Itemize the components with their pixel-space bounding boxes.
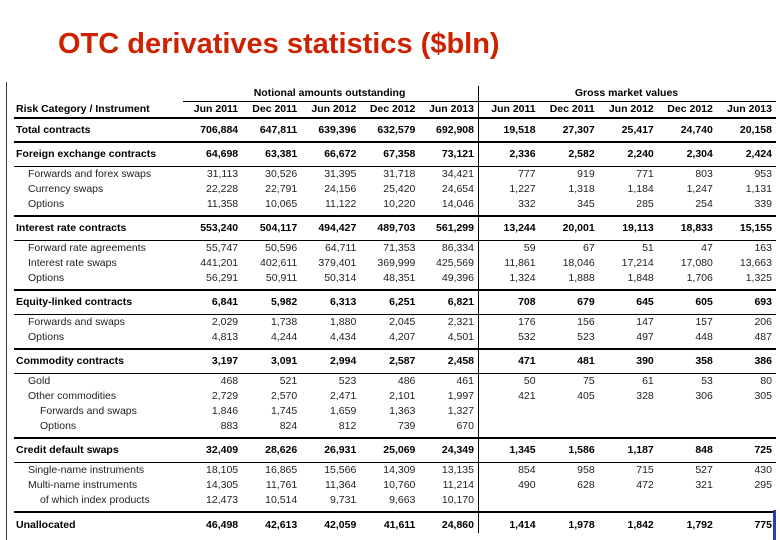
notional-value-cell: 14,309 [383, 464, 416, 476]
notional-value-cell: 73,121 [441, 148, 474, 160]
gross-value-cell: 715 [636, 464, 654, 476]
row-label: Foreign exchange contracts [16, 148, 157, 160]
gross-value-cell: 1,792 [686, 519, 713, 531]
notional-value-cell: 26,931 [324, 444, 357, 456]
gross-value-cell: 176 [479, 315, 540, 331]
gross-value-cell: 27,307 [562, 124, 595, 136]
notional-value-cell: 561,299 [436, 222, 474, 234]
gross-value-cell: 1,184 [627, 183, 654, 195]
notional-value-cell: 1,327 [447, 405, 474, 417]
column-header-period: Jun 2011 [193, 103, 239, 115]
notional-value-cell: 523 [338, 375, 357, 387]
gross-value-cell [540, 493, 599, 512]
column-header-period: Dec 2012 [667, 103, 713, 115]
row-label: Forwards and swaps [40, 405, 137, 417]
gross-value-cell: 487 [754, 331, 772, 343]
notional-value-cell: 10,760 [383, 479, 416, 491]
notional-value-cell: 3,091 [270, 355, 298, 367]
gross-value-cell: 358 [695, 355, 713, 367]
notional-value-cell: 4,244 [270, 331, 298, 343]
notional-value-cell: 11,761 [265, 479, 298, 491]
notional-value-cell: 1,846 [211, 405, 239, 417]
gross-value-cell: 13,244 [479, 216, 540, 241]
table-row [14, 349, 776, 374]
gross-value-cell: 386 [754, 355, 772, 367]
notional-value-cell: 11,364 [324, 479, 357, 491]
notional-value-cell: 461 [456, 375, 474, 387]
notional-value-cell: 2,045 [389, 316, 416, 328]
gross-value-cell: 47 [701, 242, 713, 254]
gross-value-cell: 2,240 [627, 148, 654, 160]
notional-value-cell: 50,596 [265, 242, 298, 254]
notional-value-cell: 28,626 [265, 444, 298, 456]
gross-value-cell [479, 419, 540, 438]
gross-value-cell: 405 [577, 390, 595, 402]
gross-value-cell: 471 [479, 349, 540, 374]
row-label: Currency swaps [28, 183, 104, 195]
notional-value-cell: 25,420 [383, 183, 416, 195]
gross-value-cell: 15,155 [739, 222, 772, 234]
column-header-period: Dec 2011 [549, 103, 595, 115]
notional-value-cell: 48,351 [383, 272, 416, 284]
notional-value-cell: 31,395 [324, 168, 357, 180]
frame-divider [6, 82, 7, 540]
column-header-category: Risk Category / Instrument [16, 102, 150, 115]
gross-value-cell: 390 [636, 355, 654, 367]
gross-value-cell: 1,324 [479, 271, 540, 290]
gross-value-cell: 25,417 [621, 124, 654, 136]
row-label: Options [28, 331, 65, 343]
notional-value-cell: 553,240 [200, 222, 239, 234]
notional-value-cell: 425,569 [436, 257, 474, 269]
table-row [14, 493, 776, 512]
gross-value-cell: 295 [754, 479, 772, 491]
gross-value-cell: 1,187 [627, 444, 654, 456]
notional-value-cell: 1,880 [330, 316, 357, 328]
group-header-gross: Gross market values [479, 86, 777, 102]
notional-value-cell: 24,156 [324, 183, 357, 195]
notional-value-cell: 2,570 [270, 390, 298, 402]
notional-value-cell: 441,201 [200, 257, 239, 269]
gross-value-cell: 532 [479, 330, 540, 349]
notional-value-cell: 521 [279, 375, 298, 387]
table-row [14, 389, 776, 404]
gross-value-cell: 11,861 [479, 256, 540, 271]
table-row [14, 118, 776, 142]
notional-value-cell: 41,611 [383, 519, 416, 531]
table-row [14, 167, 776, 183]
gross-value-cell: 771 [636, 168, 654, 180]
notional-value-cell: 24,349 [441, 444, 474, 456]
gross-value-cell: 18,833 [680, 222, 713, 234]
gross-value-cell [658, 493, 717, 512]
gross-value-cell: 958 [577, 464, 595, 476]
page-title: OTC derivatives statistics ($bln) [58, 28, 500, 60]
notional-value-cell: 22,791 [265, 183, 298, 195]
gross-value-cell: 339 [754, 198, 772, 210]
table-row [14, 463, 776, 479]
table-row [14, 512, 776, 533]
gross-value-cell: 254 [695, 198, 713, 210]
table-row [14, 256, 776, 271]
notional-value-cell: 369,999 [377, 257, 416, 269]
gross-value-cell: 13,663 [739, 257, 772, 269]
gross-value-cell: 1,247 [686, 183, 713, 195]
row-label: of which index products [40, 494, 150, 506]
table-row [14, 142, 776, 167]
gross-value-cell: 775 [754, 519, 772, 531]
gross-value-cell [658, 404, 717, 419]
notional-value-cell: 647,811 [259, 124, 298, 136]
table-row [14, 271, 776, 290]
notional-value-cell: 486 [397, 375, 416, 387]
table-row [14, 438, 776, 463]
notional-value-cell: 66,672 [324, 148, 357, 160]
gross-value-cell: 1,586 [568, 444, 595, 456]
notional-value-cell: 4,501 [447, 331, 474, 343]
group-header-notional: Notional amounts outstanding [183, 86, 478, 102]
notional-value-cell: 6,841 [211, 296, 239, 308]
row-label: Total contracts [16, 124, 91, 136]
gross-value-cell: 18,046 [562, 257, 595, 269]
notional-value-cell: 12,473 [206, 494, 239, 506]
gross-value-cell: 1,227 [479, 182, 540, 197]
notional-value-cell: 11,122 [324, 198, 357, 210]
gross-value-cell: 53 [701, 375, 713, 387]
row-label: Forwards and forex swaps [28, 168, 152, 180]
gross-value-cell: 2,336 [479, 142, 540, 167]
table-row [14, 182, 776, 197]
group-header-spacer [14, 86, 183, 102]
gross-value-cell: 472 [636, 479, 654, 491]
gross-value-cell [717, 404, 776, 419]
column-header-period: Jun 2013 [727, 103, 772, 115]
gross-value-cell: 20,158 [739, 124, 772, 136]
gross-value-cell: 1,706 [686, 272, 713, 284]
notional-value-cell: 4,813 [211, 331, 239, 343]
gross-value-cell: 1,978 [568, 519, 595, 531]
notional-value-cell: 824 [279, 420, 298, 432]
gross-value-cell: 679 [577, 296, 595, 308]
notional-value-cell: 46,498 [206, 519, 239, 531]
notional-value-cell: 706,884 [200, 124, 239, 136]
notional-value-cell: 13,135 [441, 464, 474, 476]
notional-value-cell: 50,911 [265, 272, 298, 284]
notional-value-cell: 2,729 [211, 390, 239, 402]
gross-value-cell: 163 [754, 242, 772, 254]
notional-value-cell: 504,117 [259, 222, 298, 234]
column-header-period: Jun 2012 [311, 103, 357, 115]
row-label: Equity-linked contracts [16, 296, 133, 308]
gross-value-cell: 19,113 [622, 222, 654, 234]
gross-value-cell: 1,345 [479, 438, 540, 463]
gross-value-cell: 1,414 [479, 512, 540, 533]
table-row [14, 197, 776, 216]
table-body [14, 118, 776, 533]
gross-value-cell: 80 [760, 375, 772, 387]
notional-value-cell: 50,314 [324, 272, 357, 284]
gross-value-cell: 61 [642, 375, 654, 387]
row-label: Options [28, 272, 65, 284]
notional-value-cell: 6,251 [389, 296, 416, 308]
gross-value-cell: 2,424 [745, 148, 772, 160]
notional-value-cell: 63,381 [265, 148, 298, 160]
notional-value-cell: 812 [338, 420, 357, 432]
notional-value-cell: 6,313 [330, 296, 357, 308]
gross-value-cell: 430 [754, 464, 772, 476]
row-label: Single-name instruments [28, 464, 145, 476]
gross-value-cell: 51 [642, 242, 654, 254]
gross-value-cell: 332 [479, 197, 540, 216]
gross-value-cell: 527 [695, 464, 713, 476]
notional-value-cell: 31,113 [206, 168, 239, 180]
notional-value-cell: 632,579 [377, 124, 416, 136]
table-row [14, 290, 776, 315]
gross-value-cell: 20,001 [562, 222, 595, 234]
gross-value-cell: 59 [479, 241, 540, 257]
gross-value-cell: 1,325 [745, 272, 772, 284]
notional-value-cell: 49,396 [441, 272, 474, 284]
gross-value-cell: 1,888 [568, 272, 595, 284]
column-header-period: Dec 2011 [252, 103, 298, 115]
notional-value-cell: 1,738 [270, 316, 298, 328]
gross-value-cell [479, 493, 540, 512]
notional-value-cell: 4,207 [389, 331, 416, 343]
gross-value-cell: 24,740 [680, 124, 713, 136]
gross-value-cell: 17,214 [621, 257, 654, 269]
row-label: Credit default swaps [16, 444, 119, 456]
gross-value-cell: 777 [479, 167, 540, 183]
table-row [14, 478, 776, 493]
notional-value-cell: 55,747 [206, 242, 239, 254]
notional-value-cell: 16,865 [265, 464, 298, 476]
notional-value-cell: 42,613 [265, 519, 298, 531]
gross-value-cell: 421 [479, 389, 540, 404]
table-row [14, 241, 776, 257]
notional-value-cell: 31,718 [383, 168, 416, 180]
gross-value-cell: 147 [636, 316, 654, 328]
notional-value-cell: 67,358 [383, 148, 416, 160]
gross-value-cell: 306 [695, 390, 713, 402]
notional-value-cell: 468 [220, 375, 239, 387]
notional-value-cell: 24,860 [441, 519, 474, 531]
notional-value-cell: 3,197 [211, 355, 239, 367]
table-row [14, 374, 776, 390]
notional-value-cell: 2,587 [389, 355, 416, 367]
notional-value-cell: 1,659 [330, 405, 357, 417]
notional-value-cell: 739 [397, 420, 416, 432]
gross-value-cell: 645 [636, 296, 654, 308]
notional-value-cell: 14,305 [206, 479, 239, 491]
notional-value-cell: 5,982 [270, 296, 298, 308]
gross-value-cell [540, 419, 599, 438]
gross-value-cell: 1,842 [627, 519, 654, 531]
gross-value-cell [599, 419, 658, 438]
notional-value-cell: 18,105 [206, 464, 239, 476]
table-row [14, 404, 776, 419]
gross-value-cell: 1,848 [627, 272, 654, 284]
notional-value-cell: 670 [456, 420, 474, 432]
gross-value-cell: 345 [577, 198, 595, 210]
column-header-period: Jun 2011 [479, 102, 540, 119]
gross-value-cell [599, 404, 658, 419]
row-label: Multi-name instruments [28, 479, 138, 491]
gross-value-cell: 919 [577, 168, 595, 180]
gross-value-cell: 481 [577, 355, 595, 367]
row-label: Interest rate swaps [28, 257, 117, 269]
notional-value-cell: 692,908 [436, 124, 474, 136]
notional-value-cell: 402,611 [260, 257, 298, 269]
gross-value-cell: 953 [754, 168, 772, 180]
gross-value-cell: 2,304 [686, 148, 713, 160]
notional-value-cell: 4,434 [330, 331, 357, 343]
gross-value-cell [717, 493, 776, 512]
row-label: Interest rate contracts [16, 222, 127, 234]
notional-value-cell: 71,353 [383, 242, 416, 254]
notional-value-cell: 42,059 [324, 519, 357, 531]
notional-value-cell: 64,711 [324, 242, 357, 254]
gross-value-cell: 448 [695, 331, 713, 343]
row-label: Forward rate agreements [28, 242, 146, 254]
notional-value-cell: 2,029 [211, 316, 239, 328]
notional-value-cell: 6,821 [447, 296, 474, 308]
gross-value-cell: 67 [583, 242, 595, 254]
notional-value-cell: 2,321 [447, 316, 474, 328]
gross-value-cell: 854 [479, 463, 540, 479]
table-row [14, 419, 776, 438]
gross-value-cell: 75 [583, 375, 595, 387]
gross-value-cell: 693 [754, 296, 772, 308]
notional-value-cell: 9,731 [330, 494, 357, 506]
gross-value-cell: 50 [479, 374, 540, 390]
notional-value-cell: 2,458 [447, 355, 474, 367]
notional-value-cell: 9,663 [389, 494, 416, 506]
group-header-row [14, 86, 776, 102]
column-header-row [14, 102, 776, 119]
row-label: Options [28, 198, 65, 210]
gross-value-cell: 321 [695, 479, 713, 491]
notional-value-cell: 15,566 [324, 464, 357, 476]
otc-statistics-table [14, 86, 776, 533]
notional-value-cell: 2,471 [330, 390, 357, 402]
gross-value-cell [479, 404, 540, 419]
gross-value-cell: 285 [636, 198, 654, 210]
gross-value-cell: 725 [754, 444, 772, 456]
notional-value-cell: 24,654 [441, 183, 474, 195]
gross-value-cell: 708 [479, 290, 540, 315]
column-header-period: Dec 2012 [369, 103, 416, 115]
notional-value-cell: 86,334 [441, 242, 474, 254]
notional-value-cell: 1,997 [447, 390, 474, 402]
notional-value-cell: 34,421 [441, 168, 474, 180]
row-label: Options [40, 420, 77, 432]
row-label: Forwards and swaps [28, 316, 125, 328]
gross-value-cell: 206 [754, 316, 772, 328]
gross-value-cell: 328 [636, 390, 654, 402]
gross-value-cell: 497 [636, 331, 654, 343]
notional-value-cell: 10,065 [265, 198, 298, 210]
gross-value-cell: 1,318 [568, 183, 595, 195]
notional-value-cell: 56,291 [206, 272, 239, 284]
notional-value-cell: 1,363 [389, 405, 416, 417]
gross-value-cell [599, 493, 658, 512]
gross-value-cell: 605 [695, 296, 713, 308]
gross-value-cell: 305 [754, 390, 772, 402]
gross-value-cell: 523 [577, 331, 595, 343]
row-label: Other commodities [28, 390, 117, 402]
gross-value-cell [717, 419, 776, 438]
notional-value-cell: 14,046 [441, 198, 474, 210]
gross-value-cell: 490 [479, 478, 540, 493]
column-header-period: Jun 2013 [429, 103, 474, 115]
gross-value-cell [540, 404, 599, 419]
notional-value-cell: 2,994 [330, 355, 357, 367]
table-row [14, 216, 776, 241]
notional-value-cell: 494,427 [318, 222, 357, 234]
notional-value-cell: 32,409 [206, 444, 239, 456]
gross-value-cell: 17,080 [680, 257, 713, 269]
gross-value-cell: 1,131 [745, 183, 772, 195]
gross-value-cell: 803 [695, 168, 713, 180]
notional-value-cell: 883 [220, 420, 239, 432]
column-header-period: Jun 2012 [608, 103, 654, 115]
notional-value-cell: 22,228 [206, 183, 239, 195]
notional-value-cell: 25,069 [383, 444, 416, 456]
notional-value-cell: 489,703 [377, 222, 416, 234]
gross-value-cell: 157 [695, 316, 713, 328]
notional-value-cell: 639,396 [318, 124, 357, 136]
gross-value-cell: 156 [577, 316, 595, 328]
notional-value-cell: 2,101 [389, 390, 416, 402]
table-row [14, 315, 776, 331]
row-label: Commodity contracts [16, 355, 124, 367]
gross-value-cell: 628 [577, 479, 595, 491]
notional-value-cell: 379,401 [318, 257, 357, 269]
gross-value-cell: 2,582 [568, 148, 595, 160]
notional-value-cell: 10,170 [441, 494, 474, 506]
row-label: Gold [28, 375, 51, 387]
notional-value-cell: 30,526 [265, 168, 298, 180]
gross-value-cell: 19,518 [479, 118, 540, 142]
notional-value-cell: 64,698 [206, 148, 239, 160]
notional-value-cell: 11,214 [442, 479, 474, 491]
notional-value-cell: 10,220 [383, 198, 416, 210]
notional-value-cell: 10,514 [265, 494, 298, 506]
accent-bar [773, 510, 776, 540]
table-row [14, 330, 776, 349]
gross-value-cell [658, 419, 717, 438]
row-label: Unallocated [16, 519, 76, 531]
notional-value-cell: 11,358 [206, 198, 239, 210]
notional-value-cell: 1,745 [270, 405, 298, 417]
gross-value-cell: 848 [695, 444, 713, 456]
